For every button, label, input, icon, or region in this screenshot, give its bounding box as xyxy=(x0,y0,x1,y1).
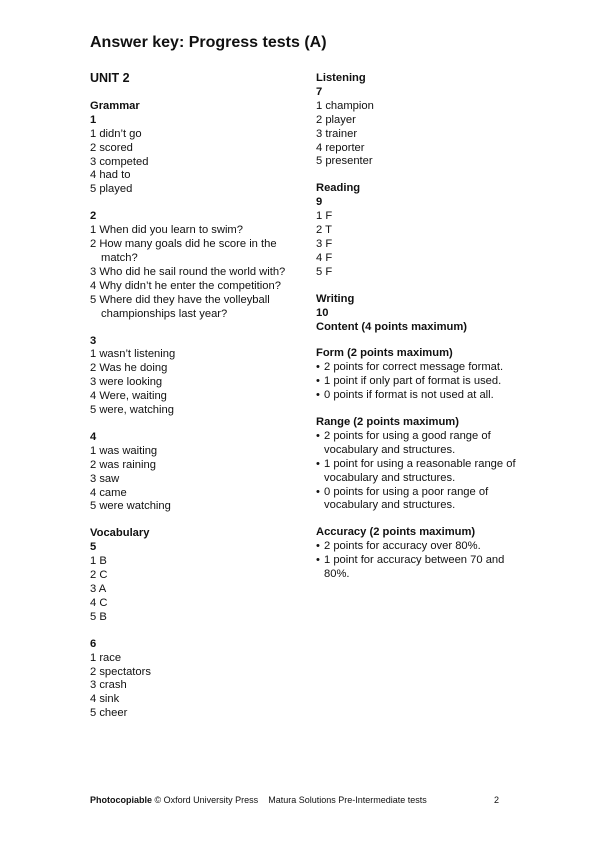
question-number: 4 xyxy=(90,430,97,443)
answer-line: 2 scored xyxy=(90,141,133,154)
criterion-heading: Form (2 points maximum) xyxy=(316,347,453,360)
writing-section xyxy=(316,293,526,335)
answer-line: 1 didn’t go xyxy=(90,127,142,140)
answer-line: 1 race xyxy=(90,651,122,664)
question-number: 3 xyxy=(90,334,97,347)
criterion-bullet: • 0 points for using a poor range of vocabulary and structures. xyxy=(316,486,526,514)
question-number: 9 xyxy=(316,196,323,209)
criterion-section xyxy=(316,416,526,513)
section-heading: Vocabulary xyxy=(90,527,150,540)
answer-line: 3 competed xyxy=(90,155,149,168)
criterion-bullet: • 2 points for using a good range of vocabulary and structures. xyxy=(316,430,526,458)
answer-line: 4 Were, waiting xyxy=(90,390,167,403)
unit-heading: UNIT 2 xyxy=(90,71,130,85)
right-column xyxy=(316,72,526,595)
criterion-section xyxy=(316,526,526,582)
answer-section xyxy=(90,638,290,721)
answer-section xyxy=(90,431,290,514)
answer-section xyxy=(316,182,526,279)
answer-line: 1 F xyxy=(316,210,333,223)
answer-line: 4 came xyxy=(90,486,127,499)
publisher-text: © Oxford University Press xyxy=(154,795,259,805)
criterion-bullet: • 1 point if only part of format is used. xyxy=(316,375,526,389)
criterion-heading: Range (2 points maximum) xyxy=(316,416,459,429)
answer-line: 1 was waiting xyxy=(90,444,158,457)
answer-section xyxy=(316,72,526,169)
answer-line: 2 How many goals did he score in the match? xyxy=(90,238,277,264)
answer-line: 5 were watching xyxy=(90,500,171,513)
criterion-bullet: • 1 point for using a reasonable range of vocabulary and structures. xyxy=(316,458,526,486)
page-number: 2 xyxy=(494,795,500,805)
section-heading: Listening xyxy=(316,72,366,84)
book-title: Matura Solutions Pre-Intermediate tests xyxy=(268,795,427,805)
answer-line: 5 F xyxy=(316,265,333,278)
answer-line: 2 was raining xyxy=(90,458,156,471)
answer-line: 2 C xyxy=(90,569,108,582)
criterion-bullet: • 2 points for accuracy over 80%. xyxy=(316,540,526,554)
section-heading: Writing xyxy=(316,292,355,305)
criteria-list xyxy=(316,347,526,582)
left-column xyxy=(90,72,290,734)
answer-line: 4 sink xyxy=(90,693,120,706)
answer-line: 3 were looking xyxy=(90,376,163,389)
question-number: 2 xyxy=(90,210,97,223)
answer-line: 4 had to xyxy=(90,169,131,182)
page-title: Answer key: Progress tests (A) xyxy=(90,34,327,51)
answer-line: 5 presenter xyxy=(316,155,373,168)
answer-section xyxy=(90,210,290,321)
answer-line: 2 player xyxy=(316,113,356,126)
answer-line: 4 reporter xyxy=(316,141,365,154)
answer-line: 4 Why didn’t he enter the competition? xyxy=(90,279,281,292)
answer-section xyxy=(90,335,290,418)
answer-line: 5 played xyxy=(90,183,133,196)
criterion-heading: Accuracy (2 points maximum) xyxy=(316,526,476,539)
section-heading: Grammar xyxy=(90,99,140,112)
answer-line: 5 Where did they have the volleyball championships last year? xyxy=(90,293,270,320)
question-number: 7 xyxy=(316,85,323,98)
answer-line: 5 B xyxy=(90,610,107,623)
criterion-bullet: • 0 points if format is not used at all. xyxy=(316,389,526,403)
criterion-bullet: • 2 points for correct message format. xyxy=(316,361,526,375)
answer-line: 3 saw xyxy=(90,472,120,485)
answer-line: 3 Who did he sail round the world with? xyxy=(90,265,286,278)
photocopiable-label: Photocopiable xyxy=(90,795,153,805)
question-number: 5 xyxy=(90,541,97,554)
right-sections xyxy=(316,72,526,280)
left-sections xyxy=(90,100,290,721)
page-footer xyxy=(90,795,500,805)
question-number: 10 xyxy=(316,306,329,319)
answer-line: 1 When did you learn to swim? xyxy=(90,224,243,237)
answer-line: 3 trainer xyxy=(316,127,358,140)
question-number: 1 xyxy=(90,113,97,126)
answer-line: 5 cheer xyxy=(90,707,128,720)
answer-line: 2 Was he doing xyxy=(90,362,168,375)
answer-line: 4 C xyxy=(90,596,108,609)
criterion-bullet: • 1 point for accuracy between 70 and 80%. xyxy=(316,554,526,582)
section-heading: Reading xyxy=(316,182,361,195)
answer-section xyxy=(90,100,290,197)
question-number: 6 xyxy=(90,637,97,650)
answer-line: 3 F xyxy=(316,237,333,250)
answer-line: 5 were, watching xyxy=(90,404,174,417)
answer-line: 2 T xyxy=(316,224,332,237)
answer-line: 3 crash xyxy=(90,679,127,692)
answer-line: 4 F xyxy=(316,251,333,264)
answer-section xyxy=(90,527,290,624)
answer-line: 3 A xyxy=(90,583,107,595)
answer-line: 1 champion xyxy=(316,99,374,112)
criterion-section xyxy=(316,347,526,403)
content-criterion: Content (4 points maximum) xyxy=(316,320,468,333)
answer-line: 2 spectators xyxy=(90,665,151,678)
answer-line: 1 B xyxy=(90,555,107,568)
answer-line: 1 wasn’t listening xyxy=(90,348,176,361)
